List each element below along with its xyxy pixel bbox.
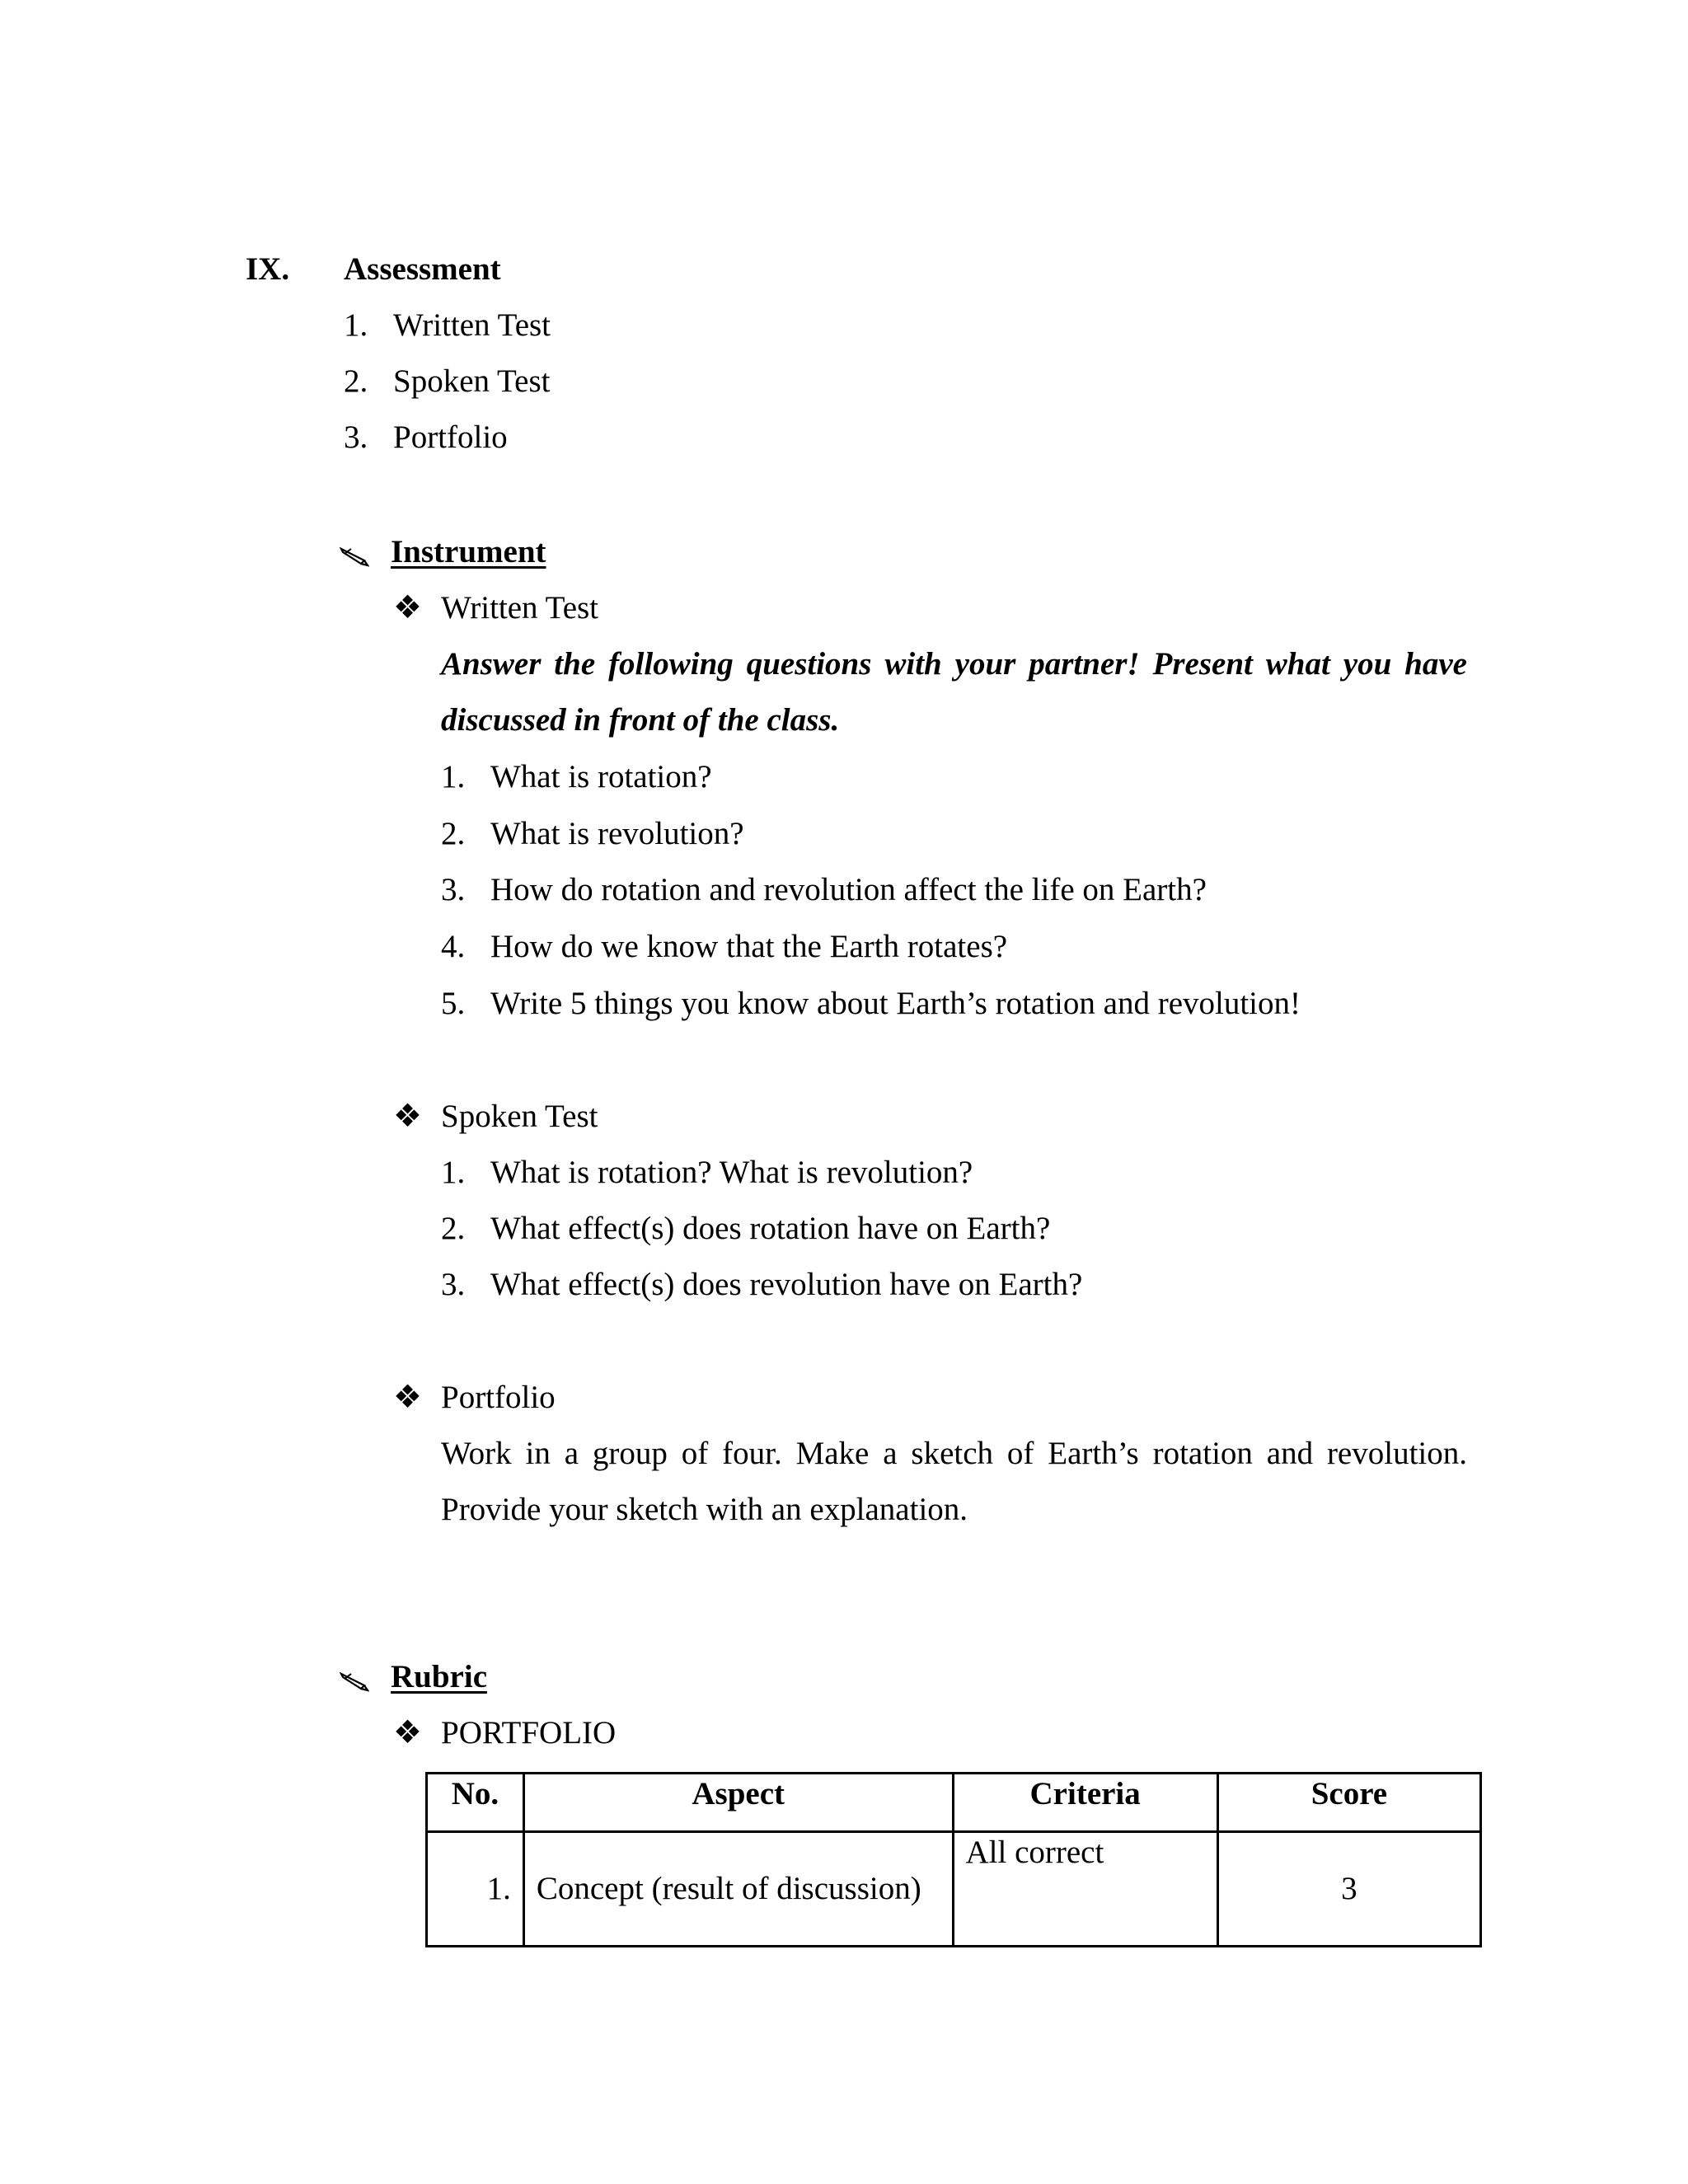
section-numeral: IX. [246,251,290,287]
cell-criteria: All correct [953,1832,1217,1947]
rubric-sub-label: ❖ PORTFOLIO [393,1715,617,1750]
portfolio-text-line2: Provide your sketch with an explanation. [441,1492,968,1527]
header-criteria: Criteria [953,1774,1217,1832]
cell-no: 1. [427,1832,524,1947]
assessment-item-3: 3. Portfolio [344,419,508,455]
header-aspect: Aspect [523,1774,953,1832]
four-diamond-bullet-icon: ❖ [393,590,422,626]
written-test-label: ❖ Written Test [393,590,599,626]
four-diamond-bullet-icon: ❖ [393,1099,422,1134]
rubric-heading: Rubric [391,1659,487,1694]
written-question-1: 1. What is rotation? [441,759,712,794]
written-question-2: 2. What is revolution? [441,816,744,851]
instrument-heading: Instrument [391,534,546,569]
spoken-question-1: 1. What is rotation? What is revolution? [441,1155,973,1190]
table-row [427,1832,1481,1947]
four-diamond-bullet-icon: ❖ [393,1715,422,1750]
cell-aspect: Concept (result of discussion) [523,1832,953,1947]
spoken-test-label: ❖ Spoken Test [393,1099,598,1134]
rubric-table [425,1772,1482,1947]
cell-score: 3 [1217,1832,1480,1947]
writing-hand-icon [340,544,369,567]
table-header-row [427,1774,1481,1832]
written-instruction-line2: discussed in front of the class. [441,702,840,738]
section-title: Assessment [344,251,501,287]
assessment-item-2: 2. Spoken Test [344,363,551,399]
four-diamond-bullet-icon: ❖ [393,1380,422,1415]
header-score: Score [1217,1774,1480,1832]
spoken-question-2: 2. What effect(s) does rotation have on Earth? [441,1211,1051,1246]
written-question-3: 3. How do rotation and revolution affect the life on Earth? [441,872,1207,907]
writing-hand-icon [340,1669,369,1692]
spoken-question-3: 3. What effect(s) does revolution have on Earth? [441,1267,1083,1302]
portfolio-text-line1: Work in a group of four. Make a sketch of Earth’s rotation and revolution. [441,1436,1467,1471]
written-question-4: 4. How do we know that the Earth rotates? [441,929,1008,964]
written-question-5: 5. Write 5 things you know about Earth’s rotation and revolution! [441,986,1301,1021]
portfolio-label: ❖ Portfolio [393,1380,556,1415]
header-no: No. [427,1774,524,1832]
assessment-item-1: 1. Written Test [344,307,551,343]
written-instruction-line1: Answer the following questions with your partner! Present what you have [441,646,1467,682]
